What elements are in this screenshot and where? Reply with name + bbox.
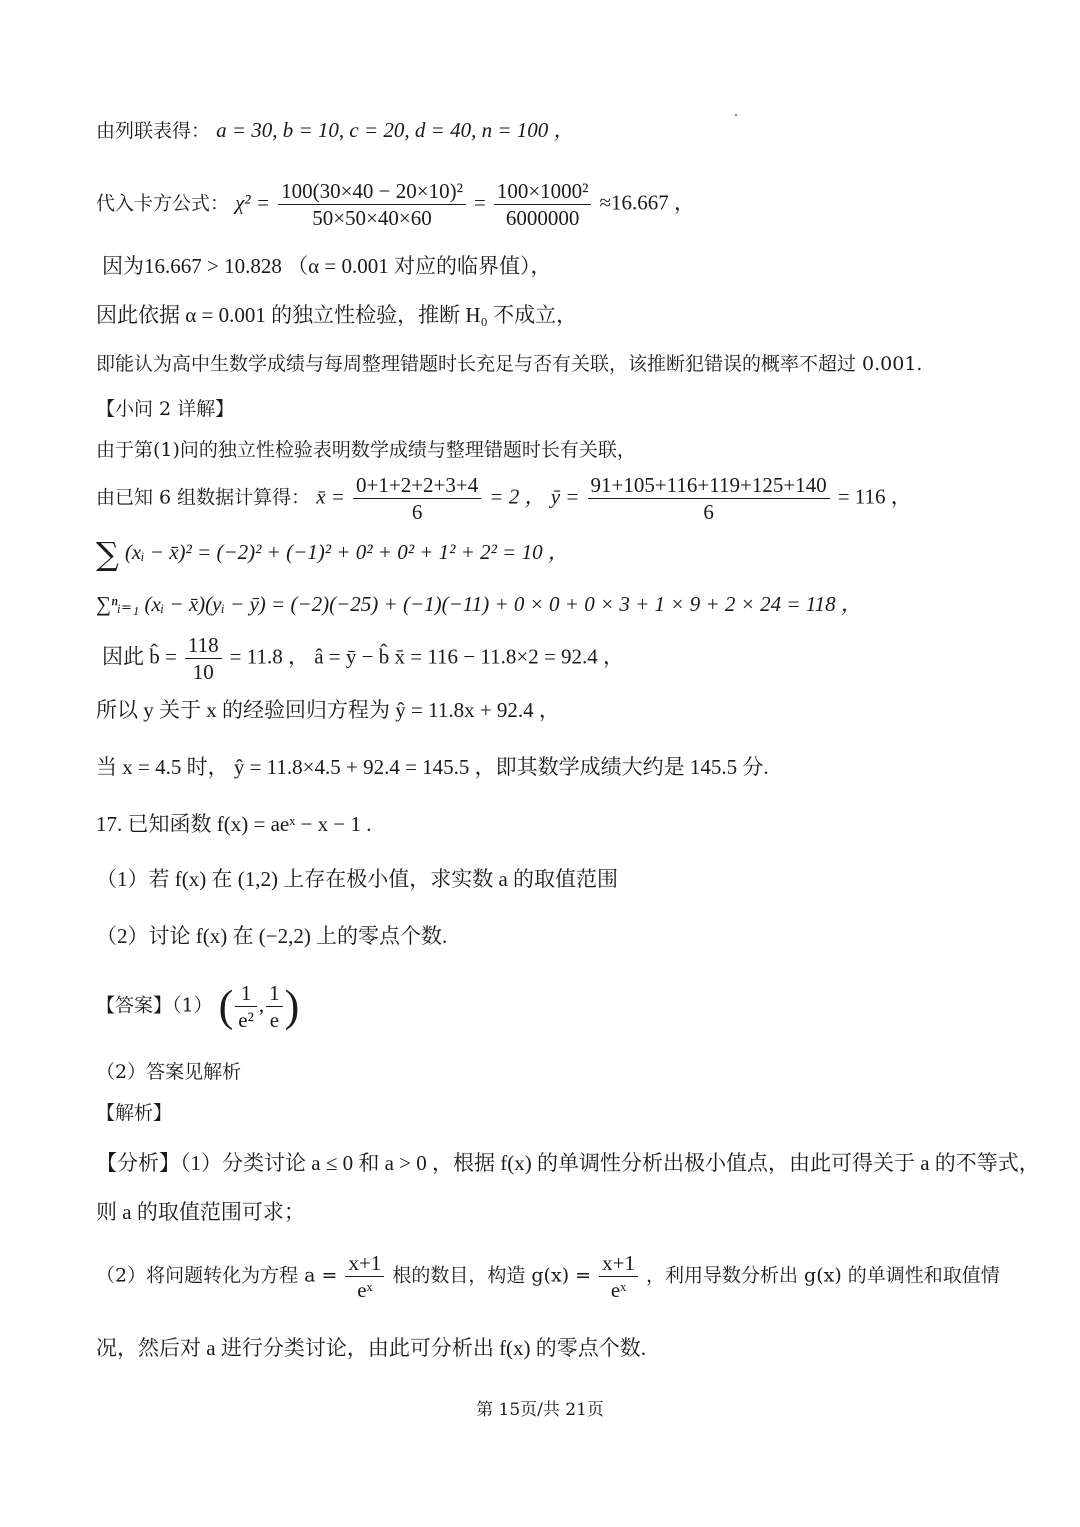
- fraction-denominator: 6: [703, 500, 714, 524]
- text-content: 【小问 2 详解】: [96, 398, 235, 420]
- fraction-denominator: 6000000: [505, 206, 580, 230]
- math-expression: = 11.8 ， â = ȳ − b̂ x̄ = 116 − 11.8×2 = 92.4 ，: [229, 644, 625, 669]
- fraction-numerator: 118: [185, 632, 222, 659]
- text-content: 【解析】: [96, 1102, 173, 1124]
- fraction-denominator: e²: [238, 1008, 254, 1032]
- text-content: 由于第(1)问的独立性检验表明数学成绩与整理错题时长有关联，: [96, 439, 636, 461]
- text-content: （1）若 f(x) 在 (1,2) 上存在极小值，求实数 a 的取值范围: [96, 867, 619, 891]
- page-footer: 第 15页/共 21页: [476, 1400, 604, 1420]
- chi-result: ≈16.667 ，: [599, 190, 696, 215]
- analysis-line-2: [96, 1200, 305, 1225]
- text-content: 则 a 的取值范围可求；: [96, 1200, 305, 1224]
- math-expression: a = 30, b = 10, c = 20, d = 40, n = 100 ，: [216, 118, 575, 142]
- math-symbol: x̄ =: [316, 484, 345, 509]
- chi-symbol: χ² =: [235, 190, 271, 215]
- line-q2-intro: [96, 438, 636, 462]
- line-association: [96, 352, 922, 376]
- analysis-line-4: [96, 1336, 646, 1361]
- text-content: 因此依据 α = 0.001 的独立性检验，推断 H₀ 不成立，: [96, 303, 578, 327]
- fraction-numerator: 100×1000²: [494, 178, 592, 205]
- fraction-ybar: [588, 472, 830, 525]
- fraction-answer-high: [266, 980, 283, 1033]
- text-content: 因为16.667 > 10.828 （α = 0.001 对应的临界值），: [102, 254, 552, 278]
- line-conclusion-h0: [96, 303, 577, 328]
- fraction-numerator: 1: [266, 980, 283, 1007]
- text-content: 所以 y 关于 x 的经验回归方程为 ŷ = 11.8x + 92.4 ，: [96, 698, 560, 722]
- line-label: 由已知 6 组数据计算得：: [96, 486, 311, 509]
- answer-part-2: [96, 1060, 241, 1084]
- text-content: ，利用导数分析出 g(x) 的单调性和取值情: [646, 1264, 1000, 1287]
- line-regression-equation: [96, 698, 560, 723]
- fraction-numerator: 100(30×40 − 20×10)²: [278, 178, 466, 205]
- analysis-line-1: [96, 1151, 1040, 1176]
- fraction-xbar: [353, 472, 481, 525]
- math-expression: = 2 ， ȳ =: [489, 484, 580, 509]
- text-content: （2）答案见解析: [96, 1061, 242, 1083]
- line-coefficients: [102, 632, 624, 685]
- section-heading-q2: [96, 397, 234, 421]
- fraction-denominator: e: [269, 1008, 280, 1032]
- line-compare-critical: [102, 254, 551, 279]
- line-sum-products: [96, 592, 862, 617]
- fraction-b-hat: [185, 632, 222, 685]
- fraction-numerator: x+1: [345, 1250, 384, 1277]
- fraction-denominator: eˣ: [357, 1278, 373, 1302]
- speck-mark: [735, 114, 737, 116]
- fraction-numerator: x+1: [599, 1250, 638, 1277]
- sum-symbol: ∑: [96, 535, 119, 573]
- fraction-numerator: 0+1+2+2+3+4: [353, 472, 481, 499]
- fraction-a: [345, 1250, 384, 1303]
- line-label: 由列联表得：: [96, 120, 211, 142]
- fraction-denominator: 6: [411, 500, 423, 524]
- fraction-chi-1: [278, 178, 466, 231]
- text-content: 17. 已知函数 f(x) = aeˣ − x − 1 .: [96, 812, 372, 836]
- text-content: 【分析】（1）分类讨论 a ≤ 0 和 a > 0 ，根据 f(x) 的单调性分析出极小值点，由此可得关于 a 的不等式，: [96, 1151, 1040, 1175]
- text-content: （2）讨论 f(x) 在 (−2,2) 上的零点个数.: [96, 924, 448, 948]
- fraction-denominator: 10: [192, 660, 214, 684]
- fraction-g: [599, 1250, 638, 1303]
- analysis-line-3: [96, 1250, 1000, 1303]
- math-expression: ∑ⁿᵢ₌₁ (xᵢ − x̄)(yᵢ − ȳ) = (−2)(−25) + (−1)(−11) + 0 × 0 + 0 × 3 + 1 × 9 + 2 × 24 = 118 ，: [96, 592, 862, 616]
- text-content: 即能认为高中生数学成绩与每周整理错题时长充足与否有关联，该推断犯错误的概率不超过 0.001.: [96, 353, 923, 375]
- line-contingency-values: [96, 118, 575, 143]
- fraction-answer-low: [235, 980, 257, 1033]
- answer-label: 【答案】（1）: [96, 994, 213, 1017]
- line-label: 代入卡方公式：: [96, 192, 230, 215]
- text-content: 况，然后对 a 进行分类讨论，由此可分析出 f(x) 的零点个数.: [96, 1336, 647, 1360]
- fraction-chi-2: [494, 178, 592, 231]
- line-prediction: [96, 755, 769, 780]
- line-sum-squares: [96, 535, 569, 573]
- text-content: （2）将问题转化为方程 a =: [96, 1264, 338, 1287]
- line-means: [96, 472, 912, 525]
- analysis-heading: [96, 1101, 172, 1125]
- problem-17-part-2: [96, 924, 447, 949]
- math-expression: = 116 ，: [837, 484, 912, 509]
- fraction-denominator: eˣ: [610, 1278, 627, 1302]
- problem-17-statement: [96, 812, 371, 837]
- answer-part-1: 【答案】（1） ( $\frac{1}{\text{e²}}$ , $\frac{1}{e}$ ): [96, 981, 300, 1032]
- line-chi-square: 代入卡方公式： χ² = $\frac{\text{100(30×40 − 20×10)²}}{50\times 50\times 40\times 60}$ = $\frac{\text{100×1000²}}{6000000}$ ≈16.667 ，: [96, 179, 696, 230]
- text-content: 根的数目，构造 g(x) =: [392, 1264, 592, 1287]
- math-expression: 因此 b̂ =: [102, 644, 177, 669]
- fraction-denominator: 50×50×40×60: [312, 206, 432, 230]
- fraction-numerator: 1: [235, 980, 257, 1007]
- fraction-numerator: 91+105+116+119+125+140: [588, 472, 830, 499]
- math-expression: (xᵢ − x̄)² = (−2)² + (−1)² + 0² + 0² + 1² + 2² = 10 ，: [124, 540, 569, 564]
- problem-17-part-1: [96, 867, 618, 892]
- text-content: 当 x = 4.5 时， ŷ = 11.8×4.5 + 92.4 = 145.5 ，即其数学成绩大约是 145.5 分.: [96, 755, 769, 779]
